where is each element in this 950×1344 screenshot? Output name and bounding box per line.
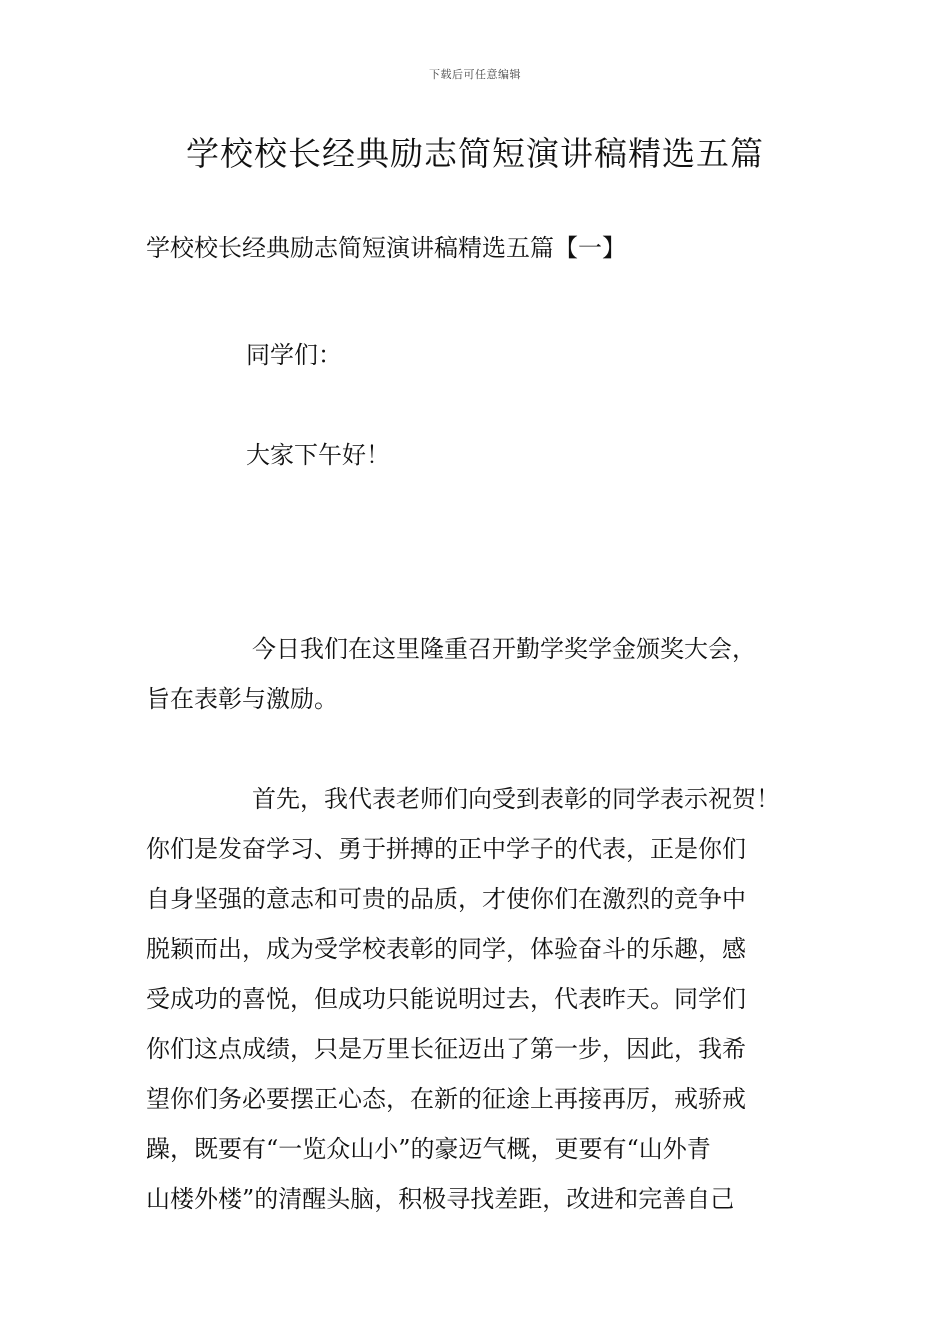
salutation: 同学们： bbox=[246, 341, 342, 369]
paragraph-line: 脱颖而出，成为受学校表彰的同学，体验奋斗的乐趣，感 bbox=[146, 935, 746, 963]
paragraph-line: 你们这点成绩，只是万里长征迈出了第一步，因此，我希 bbox=[146, 1035, 746, 1063]
paragraph-line: 今日我们在这里隆重召开勤学奖学金颁奖大会， bbox=[252, 635, 756, 663]
greeting-line: 大家下午好！ bbox=[246, 441, 390, 469]
paragraph-line: 旨在表彰与激励。 bbox=[146, 685, 338, 713]
paragraph-line: 山楼外楼”的清醒头脑，积极寻找差距，改进和完善自己 bbox=[146, 1185, 735, 1213]
paragraph-1 bbox=[146, 624, 836, 724]
paragraph-line: 自身坚强的意志和可贵的品质，才使你们在激烈的竞争中 bbox=[146, 885, 746, 913]
section-heading: 学校校长经典励志简短演讲稿精选五篇【一】 bbox=[146, 234, 626, 262]
document-title: 学校校长经典励志简短演讲稿精选五篇 bbox=[186, 134, 764, 173]
paragraph-line: 受成功的喜悦，但成功只能说明过去，代表昨天。同学们 bbox=[146, 985, 746, 1013]
paragraph-line: 首先，我代表老师们向受到表彰的同学表示祝贺！ bbox=[252, 785, 780, 813]
paragraph-line: 躁，既要有“一览众山小”的豪迈气概，更要有“山外青 bbox=[146, 1135, 711, 1163]
paragraph-line: 你们是发奋学习、勇于拼搏的正中学子的代表，正是你们 bbox=[146, 835, 746, 863]
paragraph-line: 望你们务必要摆正心态，在新的征途上再接再厉，戒骄戒 bbox=[146, 1085, 746, 1113]
header-note: 下载后可任意编辑 bbox=[429, 68, 521, 81]
paragraph-2 bbox=[146, 774, 836, 1224]
